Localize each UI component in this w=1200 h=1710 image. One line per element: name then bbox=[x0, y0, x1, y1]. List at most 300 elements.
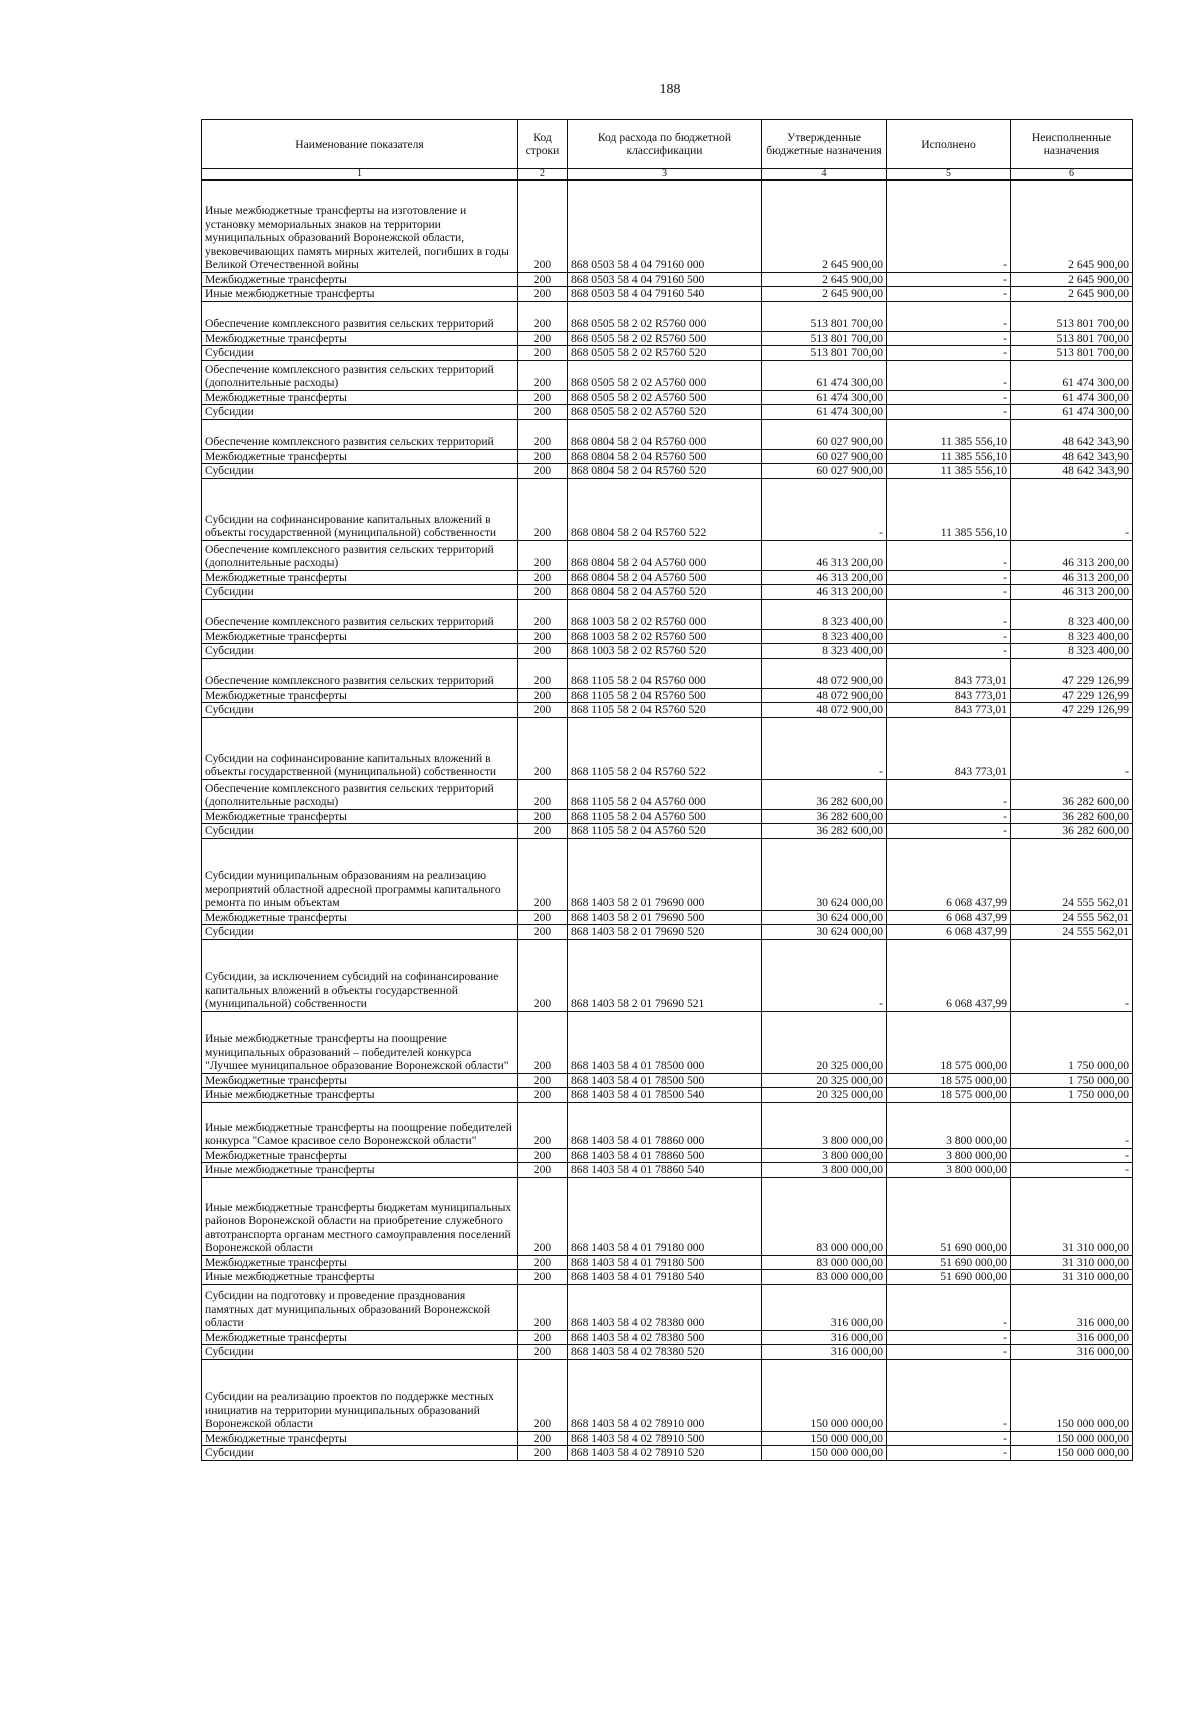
row-classification-code: 868 1403 58 4 02 78380 500 bbox=[568, 1330, 762, 1345]
row-remaining-amount: 513 801 700,00 bbox=[1011, 346, 1133, 361]
row-classification-code: 868 0804 58 2 04 R5760 522 bbox=[568, 478, 762, 540]
row-approved-amount: 36 282 600,00 bbox=[762, 809, 887, 824]
row-indicator-name: Обеспечение комплексного развития сельских территорий (дополнительные расходы) bbox=[202, 360, 518, 390]
row-approved-amount: 316 000,00 bbox=[762, 1330, 887, 1345]
row-remaining-amount: 150 000 000,00 bbox=[1011, 1359, 1133, 1431]
row-approved-amount: 2 645 900,00 bbox=[762, 272, 887, 287]
row-line-code: 200 bbox=[518, 688, 568, 703]
row-approved-amount: 83 000 000,00 bbox=[762, 1177, 887, 1255]
row-remaining-amount: - bbox=[1011, 717, 1133, 779]
table-row bbox=[202, 360, 1133, 390]
row-remaining-amount: 36 282 600,00 bbox=[1011, 809, 1133, 824]
row-indicator-name: Межбюджетные трансферты bbox=[202, 1148, 518, 1163]
row-remaining-amount: 316 000,00 bbox=[1011, 1284, 1133, 1330]
row-indicator-name: Межбюджетные трансферты bbox=[202, 390, 518, 405]
table-row bbox=[202, 405, 1133, 420]
row-classification-code: 868 0503 58 4 04 79160 540 bbox=[568, 287, 762, 302]
row-indicator-name: Иные межбюджетные трансферты bbox=[202, 1163, 518, 1178]
row-approved-amount: 150 000 000,00 bbox=[762, 1446, 887, 1461]
row-line-code: 200 bbox=[518, 703, 568, 718]
row-remaining-amount: 31 310 000,00 bbox=[1011, 1177, 1133, 1255]
table-row bbox=[202, 1359, 1133, 1431]
table-row bbox=[202, 419, 1133, 449]
row-approved-amount: 8 323 400,00 bbox=[762, 599, 887, 629]
row-approved-amount: 61 474 300,00 bbox=[762, 405, 887, 420]
row-remaining-amount: 8 323 400,00 bbox=[1011, 599, 1133, 629]
row-line-code: 200 bbox=[518, 331, 568, 346]
row-remaining-amount: - bbox=[1011, 1163, 1133, 1178]
row-classification-code: 868 0505 58 2 02 R5760 520 bbox=[568, 346, 762, 361]
row-approved-amount: 30 624 000,00 bbox=[762, 925, 887, 940]
row-executed-amount: 11 385 556,10 bbox=[887, 464, 1011, 479]
row-remaining-amount: 48 642 343,90 bbox=[1011, 449, 1133, 464]
row-line-code: 200 bbox=[518, 540, 568, 570]
row-executed-amount: - bbox=[887, 301, 1011, 331]
row-line-code: 200 bbox=[518, 717, 568, 779]
row-executed-amount: - bbox=[887, 287, 1011, 302]
row-approved-amount: 150 000 000,00 bbox=[762, 1431, 887, 1446]
row-classification-code: 868 1403 58 2 01 79690 520 bbox=[568, 925, 762, 940]
row-approved-amount: 83 000 000,00 bbox=[762, 1255, 887, 1270]
row-indicator-name: Межбюджетные трансферты bbox=[202, 1255, 518, 1270]
row-indicator-name: Субсидии на софинансирование капитальных вложений в объекты государственной (муниципальной) собственности bbox=[202, 478, 518, 540]
table-row bbox=[202, 1163, 1133, 1178]
row-classification-code: 868 1105 58 2 04 R5760 522 bbox=[568, 717, 762, 779]
row-remaining-amount: 61 474 300,00 bbox=[1011, 405, 1133, 420]
row-classification-code: 868 1105 58 2 04 A5760 500 bbox=[568, 809, 762, 824]
row-indicator-name: Субсидии, за исключением субсидий на софинансирование капитальных вложений в объекты государственной (муниципальной) собственности bbox=[202, 939, 518, 1011]
row-remaining-amount: 46 313 200,00 bbox=[1011, 570, 1133, 585]
table-row bbox=[202, 1255, 1133, 1270]
row-classification-code: 868 0804 58 2 04 R5760 500 bbox=[568, 449, 762, 464]
row-indicator-name: Межбюджетные трансферты bbox=[202, 629, 518, 644]
row-line-code: 200 bbox=[518, 925, 568, 940]
table-row bbox=[202, 478, 1133, 540]
row-remaining-amount: 8 323 400,00 bbox=[1011, 629, 1133, 644]
row-approved-amount: 46 313 200,00 bbox=[762, 585, 887, 600]
row-executed-amount: 18 575 000,00 bbox=[887, 1073, 1011, 1088]
row-classification-code: 868 1105 58 2 04 A5760 520 bbox=[568, 824, 762, 839]
row-executed-amount: 51 690 000,00 bbox=[887, 1255, 1011, 1270]
row-executed-amount: 3 800 000,00 bbox=[887, 1163, 1011, 1178]
row-line-code: 200 bbox=[518, 585, 568, 600]
row-remaining-amount: - bbox=[1011, 1102, 1133, 1148]
row-classification-code: 868 1403 58 4 02 78910 000 bbox=[568, 1359, 762, 1431]
row-approved-amount: 20 325 000,00 bbox=[762, 1073, 887, 1088]
table-row bbox=[202, 301, 1133, 331]
table-row bbox=[202, 464, 1133, 479]
row-approved-amount: 36 282 600,00 bbox=[762, 779, 887, 809]
row-remaining-amount: - bbox=[1011, 939, 1133, 1011]
budget-execution-table bbox=[201, 119, 1133, 1461]
row-classification-code: 868 1403 58 2 01 79690 521 bbox=[568, 939, 762, 1011]
row-line-code: 200 bbox=[518, 809, 568, 824]
table-row bbox=[202, 1073, 1133, 1088]
row-approved-amount: 48 072 900,00 bbox=[762, 658, 887, 688]
row-remaining-amount: 150 000 000,00 bbox=[1011, 1446, 1133, 1461]
row-line-code: 200 bbox=[518, 287, 568, 302]
row-line-code: 200 bbox=[518, 272, 568, 287]
row-remaining-amount: - bbox=[1011, 1148, 1133, 1163]
table-row bbox=[202, 658, 1133, 688]
table-row bbox=[202, 1330, 1133, 1345]
row-line-code: 200 bbox=[518, 658, 568, 688]
row-indicator-name: Межбюджетные трансферты bbox=[202, 331, 518, 346]
row-remaining-amount: - bbox=[1011, 478, 1133, 540]
row-approved-amount: 150 000 000,00 bbox=[762, 1359, 887, 1431]
row-remaining-amount: 47 229 126,99 bbox=[1011, 703, 1133, 718]
row-approved-amount: 48 072 900,00 bbox=[762, 688, 887, 703]
row-line-code: 200 bbox=[518, 570, 568, 585]
table-row bbox=[202, 644, 1133, 659]
row-indicator-name: Субсидии bbox=[202, 925, 518, 940]
row-executed-amount: 51 690 000,00 bbox=[887, 1270, 1011, 1285]
row-remaining-amount: 2 645 900,00 bbox=[1011, 180, 1133, 272]
row-line-code: 200 bbox=[518, 1330, 568, 1345]
row-indicator-name: Обеспечение комплексного развития сельских территорий bbox=[202, 301, 518, 331]
row-executed-amount: 51 690 000,00 bbox=[887, 1177, 1011, 1255]
row-executed-amount: - bbox=[887, 272, 1011, 287]
column-number: 4 bbox=[762, 169, 887, 181]
row-classification-code: 868 1403 58 4 01 78860 500 bbox=[568, 1148, 762, 1163]
column-number: 1 bbox=[202, 169, 518, 181]
table-row bbox=[202, 390, 1133, 405]
table-row bbox=[202, 331, 1133, 346]
row-remaining-amount: 1 750 000,00 bbox=[1011, 1073, 1133, 1088]
row-line-code: 200 bbox=[518, 1431, 568, 1446]
table-row bbox=[202, 824, 1133, 839]
row-approved-amount: 83 000 000,00 bbox=[762, 1270, 887, 1285]
row-executed-amount: - bbox=[887, 331, 1011, 346]
row-classification-code: 868 0505 58 2 02 A5760 520 bbox=[568, 405, 762, 420]
row-approved-amount: 2 645 900,00 bbox=[762, 287, 887, 302]
row-line-code: 200 bbox=[518, 599, 568, 629]
row-indicator-name: Субсидии bbox=[202, 644, 518, 659]
row-executed-amount: 843 773,01 bbox=[887, 688, 1011, 703]
table-row bbox=[202, 1102, 1133, 1148]
table-row bbox=[202, 1177, 1133, 1255]
column-number: 3 bbox=[568, 169, 762, 181]
table-row bbox=[202, 809, 1133, 824]
row-classification-code: 868 1403 58 4 02 78380 000 bbox=[568, 1284, 762, 1330]
row-line-code: 200 bbox=[518, 405, 568, 420]
header-executed: Исполнено bbox=[887, 120, 1011, 169]
row-classification-code: 868 0503 58 4 04 79160 500 bbox=[568, 272, 762, 287]
row-line-code: 200 bbox=[518, 1011, 568, 1073]
row-classification-code: 868 0804 58 2 04 R5760 000 bbox=[568, 419, 762, 449]
row-executed-amount: 11 385 556,10 bbox=[887, 419, 1011, 449]
row-executed-amount: - bbox=[887, 599, 1011, 629]
row-indicator-name: Субсидии на софинансирование капитальных вложений в объекты государственной (муниципальной) собственности bbox=[202, 717, 518, 779]
row-indicator-name: Иные межбюджетные трансферты на изготовление и установку мемориальных знаков на территории муниципальных образований Воронежской области, увековечивающих память мирных жителей, погибших в годы Великой Отечественной войны bbox=[202, 180, 518, 272]
row-executed-amount: 3 800 000,00 bbox=[887, 1148, 1011, 1163]
row-line-code: 200 bbox=[518, 419, 568, 449]
row-indicator-name: Обеспечение комплексного развития сельских территорий (дополнительные расходы) bbox=[202, 779, 518, 809]
row-line-code: 200 bbox=[518, 1177, 568, 1255]
row-indicator-name: Иные межбюджетные трансферты bbox=[202, 1270, 518, 1285]
row-approved-amount: - bbox=[762, 939, 887, 1011]
row-remaining-amount: 47 229 126,99 bbox=[1011, 658, 1133, 688]
row-executed-amount: 18 575 000,00 bbox=[887, 1088, 1011, 1103]
table-row bbox=[202, 939, 1133, 1011]
row-approved-amount: 60 027 900,00 bbox=[762, 449, 887, 464]
row-line-code: 200 bbox=[518, 346, 568, 361]
row-indicator-name: Субсидии bbox=[202, 585, 518, 600]
row-classification-code: 868 1403 58 2 01 79690 500 bbox=[568, 910, 762, 925]
row-indicator-name: Межбюджетные трансферты bbox=[202, 1431, 518, 1446]
row-line-code: 200 bbox=[518, 449, 568, 464]
row-approved-amount: 513 801 700,00 bbox=[762, 346, 887, 361]
row-indicator-name: Субсидии на реализацию проектов по поддержке местных инициатив на территории муниципальных образований Воронежской области bbox=[202, 1359, 518, 1431]
row-remaining-amount: 2 645 900,00 bbox=[1011, 272, 1133, 287]
row-indicator-name: Субсидии bbox=[202, 405, 518, 420]
table-row bbox=[202, 1431, 1133, 1446]
row-line-code: 200 bbox=[518, 1102, 568, 1148]
row-executed-amount: - bbox=[887, 824, 1011, 839]
row-executed-amount: - bbox=[887, 779, 1011, 809]
row-classification-code: 868 1105 58 2 04 R5760 000 bbox=[568, 658, 762, 688]
row-remaining-amount: 48 642 343,90 bbox=[1011, 419, 1133, 449]
row-executed-amount: - bbox=[887, 585, 1011, 600]
table-row bbox=[202, 585, 1133, 600]
row-classification-code: 868 1403 58 4 02 78910 500 bbox=[568, 1431, 762, 1446]
row-indicator-name: Субсидии муниципальным образованиям на реализацию мероприятий областной адресной программы капитального ремонта по иным объектам bbox=[202, 838, 518, 910]
row-line-code: 200 bbox=[518, 644, 568, 659]
row-line-code: 200 bbox=[518, 180, 568, 272]
row-remaining-amount: 150 000 000,00 bbox=[1011, 1431, 1133, 1446]
row-indicator-name: Обеспечение комплексного развития сельских территорий (дополнительные расходы) bbox=[202, 540, 518, 570]
row-classification-code: 868 0505 58 2 02 A5760 000 bbox=[568, 360, 762, 390]
row-line-code: 200 bbox=[518, 1446, 568, 1461]
row-line-code: 200 bbox=[518, 779, 568, 809]
row-indicator-name: Обеспечение комплексного развития сельских территорий bbox=[202, 599, 518, 629]
row-approved-amount: 36 282 600,00 bbox=[762, 824, 887, 839]
row-approved-amount: 513 801 700,00 bbox=[762, 331, 887, 346]
row-remaining-amount: 46 313 200,00 bbox=[1011, 540, 1133, 570]
table-row bbox=[202, 838, 1133, 910]
row-indicator-name: Иные межбюджетные трансферты bbox=[202, 287, 518, 302]
row-line-code: 200 bbox=[518, 478, 568, 540]
table-row bbox=[202, 287, 1133, 302]
row-executed-amount: - bbox=[887, 405, 1011, 420]
row-classification-code: 868 0804 58 2 04 A5760 520 bbox=[568, 585, 762, 600]
row-indicator-name: Межбюджетные трансферты bbox=[202, 570, 518, 585]
row-indicator-name: Субсидии bbox=[202, 464, 518, 479]
row-executed-amount: - bbox=[887, 1345, 1011, 1360]
row-classification-code: 868 1403 58 4 01 79180 500 bbox=[568, 1255, 762, 1270]
row-classification-code: 868 1403 58 2 01 79690 000 bbox=[568, 838, 762, 910]
row-remaining-amount: 2 645 900,00 bbox=[1011, 287, 1133, 302]
row-executed-amount: 843 773,01 bbox=[887, 658, 1011, 688]
row-line-code: 200 bbox=[518, 1148, 568, 1163]
row-executed-amount: - bbox=[887, 1330, 1011, 1345]
row-line-code: 200 bbox=[518, 1073, 568, 1088]
row-approved-amount: 61 474 300,00 bbox=[762, 360, 887, 390]
row-executed-amount: 843 773,01 bbox=[887, 703, 1011, 718]
table-row bbox=[202, 570, 1133, 585]
table-row bbox=[202, 180, 1133, 272]
row-executed-amount: - bbox=[887, 360, 1011, 390]
table-row bbox=[202, 272, 1133, 287]
row-indicator-name: Межбюджетные трансферты bbox=[202, 1330, 518, 1345]
row-remaining-amount: 24 555 562,01 bbox=[1011, 910, 1133, 925]
table-row bbox=[202, 925, 1133, 940]
table-row bbox=[202, 346, 1133, 361]
header-row bbox=[202, 120, 1133, 169]
row-line-code: 200 bbox=[518, 838, 568, 910]
row-approved-amount: 48 072 900,00 bbox=[762, 703, 887, 718]
row-indicator-name: Обеспечение комплексного развития сельских территорий bbox=[202, 658, 518, 688]
row-remaining-amount: 1 750 000,00 bbox=[1011, 1011, 1133, 1073]
header-approved: Утвержденные бюджетные назначения bbox=[762, 120, 887, 169]
row-approved-amount: 2 645 900,00 bbox=[762, 180, 887, 272]
header-remaining: Неисполненные назначения bbox=[1011, 120, 1133, 169]
table-row bbox=[202, 1148, 1133, 1163]
table-row bbox=[202, 688, 1133, 703]
row-remaining-amount: 513 801 700,00 bbox=[1011, 331, 1133, 346]
row-line-code: 200 bbox=[518, 629, 568, 644]
table-row bbox=[202, 1345, 1133, 1360]
row-classification-code: 868 1105 58 2 04 A5760 000 bbox=[568, 779, 762, 809]
row-classification-code: 868 0804 58 2 04 R5760 520 bbox=[568, 464, 762, 479]
row-line-code: 200 bbox=[518, 464, 568, 479]
row-approved-amount: 3 800 000,00 bbox=[762, 1102, 887, 1148]
row-remaining-amount: 316 000,00 bbox=[1011, 1345, 1133, 1360]
table-row bbox=[202, 1270, 1133, 1285]
row-line-code: 200 bbox=[518, 360, 568, 390]
row-indicator-name: Иные межбюджетные трансферты на поощрение муниципальных образований – победителей конкурса "Лучшее муниципальное образование Воронежской области" bbox=[202, 1011, 518, 1073]
row-remaining-amount: 316 000,00 bbox=[1011, 1330, 1133, 1345]
row-indicator-name: Межбюджетные трансферты bbox=[202, 910, 518, 925]
row-classification-code: 868 1105 58 2 04 R5760 520 bbox=[568, 703, 762, 718]
row-indicator-name: Межбюджетные трансферты bbox=[202, 809, 518, 824]
header-indicator-name: Наименование показателя bbox=[202, 120, 518, 169]
row-executed-amount: 18 575 000,00 bbox=[887, 1011, 1011, 1073]
table-row bbox=[202, 449, 1133, 464]
row-line-code: 200 bbox=[518, 824, 568, 839]
row-executed-amount: - bbox=[887, 1446, 1011, 1461]
table-row bbox=[202, 1446, 1133, 1461]
row-classification-code: 868 1403 58 4 02 78380 520 bbox=[568, 1345, 762, 1360]
page-number: 188 bbox=[659, 82, 681, 97]
table-row bbox=[202, 1011, 1133, 1073]
row-remaining-amount: 31 310 000,00 bbox=[1011, 1270, 1133, 1285]
row-approved-amount: 3 800 000,00 bbox=[762, 1148, 887, 1163]
row-remaining-amount: 61 474 300,00 bbox=[1011, 390, 1133, 405]
row-classification-code: 868 0505 58 2 02 R5760 000 bbox=[568, 301, 762, 331]
row-indicator-name: Субсидии bbox=[202, 346, 518, 361]
row-classification-code: 868 1003 58 2 02 R5760 000 bbox=[568, 599, 762, 629]
row-approved-amount: - bbox=[762, 717, 887, 779]
row-approved-amount: 8 323 400,00 bbox=[762, 629, 887, 644]
row-line-code: 200 bbox=[518, 390, 568, 405]
row-approved-amount: 513 801 700,00 bbox=[762, 301, 887, 331]
row-classification-code: 868 0804 58 2 04 A5760 000 bbox=[568, 540, 762, 570]
row-line-code: 200 bbox=[518, 1088, 568, 1103]
row-remaining-amount: 513 801 700,00 bbox=[1011, 301, 1133, 331]
row-indicator-name: Субсидии на подготовку и проведение празднования памятных дат муниципальных образований Воронежской области bbox=[202, 1284, 518, 1330]
table-row bbox=[202, 1088, 1133, 1103]
table-row bbox=[202, 779, 1133, 809]
table-row bbox=[202, 1284, 1133, 1330]
row-indicator-name: Иные межбюджетные трансферты бюджетам муниципальных районов Воронежской области на приобретение служебного автотранспорта органам местного самоуправления поселений Воронежской области bbox=[202, 1177, 518, 1255]
row-line-code: 200 bbox=[518, 1270, 568, 1285]
row-line-code: 200 bbox=[518, 301, 568, 331]
row-classification-code: 868 1403 58 4 01 78500 500 bbox=[568, 1073, 762, 1088]
row-remaining-amount: 31 310 000,00 bbox=[1011, 1255, 1133, 1270]
row-indicator-name: Субсидии bbox=[202, 1446, 518, 1461]
column-number: 5 bbox=[887, 169, 1011, 181]
row-approved-amount: 8 323 400,00 bbox=[762, 644, 887, 659]
row-approved-amount: 61 474 300,00 bbox=[762, 390, 887, 405]
row-classification-code: 868 1403 58 4 01 79180 000 bbox=[568, 1177, 762, 1255]
row-classification-code: 868 1403 58 4 02 78910 520 bbox=[568, 1446, 762, 1461]
row-line-code: 200 bbox=[518, 939, 568, 1011]
row-indicator-name: Межбюджетные трансферты bbox=[202, 272, 518, 287]
row-executed-amount: - bbox=[887, 1359, 1011, 1431]
column-number: 6 bbox=[1011, 169, 1133, 181]
row-classification-code: 868 0505 58 2 02 A5760 500 bbox=[568, 390, 762, 405]
row-executed-amount: - bbox=[887, 1284, 1011, 1330]
table-row bbox=[202, 910, 1133, 925]
row-remaining-amount: 61 474 300,00 bbox=[1011, 360, 1133, 390]
table-body bbox=[202, 180, 1133, 1460]
row-approved-amount: - bbox=[762, 478, 887, 540]
row-indicator-name: Иные межбюджетные трансферты на поощрение победителей конкурса "Самое красивое село Воронежской области" bbox=[202, 1102, 518, 1148]
row-approved-amount: 20 325 000,00 bbox=[762, 1088, 887, 1103]
row-classification-code: 868 1003 58 2 02 R5760 520 bbox=[568, 644, 762, 659]
row-classification-code: 868 1403 58 4 01 78500 540 bbox=[568, 1088, 762, 1103]
row-classification-code: 868 1403 58 4 01 78860 000 bbox=[568, 1102, 762, 1148]
table-row bbox=[202, 540, 1133, 570]
row-indicator-name: Субсидии bbox=[202, 1345, 518, 1360]
row-executed-amount: - bbox=[887, 180, 1011, 272]
row-approved-amount: 46 313 200,00 bbox=[762, 540, 887, 570]
row-remaining-amount: 36 282 600,00 bbox=[1011, 824, 1133, 839]
row-indicator-name: Обеспечение комплексного развития сельских территорий bbox=[202, 419, 518, 449]
row-executed-amount: - bbox=[887, 540, 1011, 570]
row-remaining-amount: 24 555 562,01 bbox=[1011, 925, 1133, 940]
row-line-code: 200 bbox=[518, 1359, 568, 1431]
header-classification-code: Код расхода по бюджетной классификации bbox=[568, 120, 762, 169]
row-executed-amount: - bbox=[887, 809, 1011, 824]
row-executed-amount: 843 773,01 bbox=[887, 717, 1011, 779]
row-indicator-name: Межбюджетные трансферты bbox=[202, 1073, 518, 1088]
row-remaining-amount: 46 313 200,00 bbox=[1011, 585, 1133, 600]
row-executed-amount: - bbox=[887, 644, 1011, 659]
row-remaining-amount: 47 229 126,99 bbox=[1011, 688, 1133, 703]
row-classification-code: 868 1403 58 4 01 78500 000 bbox=[568, 1011, 762, 1073]
table-row bbox=[202, 629, 1133, 644]
row-approved-amount: 30 624 000,00 bbox=[762, 838, 887, 910]
row-executed-amount: 11 385 556,10 bbox=[887, 478, 1011, 540]
row-remaining-amount: 24 555 562,01 bbox=[1011, 838, 1133, 910]
row-executed-amount: 11 385 556,10 bbox=[887, 449, 1011, 464]
row-line-code: 200 bbox=[518, 910, 568, 925]
row-approved-amount: 60 027 900,00 bbox=[762, 419, 887, 449]
row-executed-amount: 6 068 437,99 bbox=[887, 939, 1011, 1011]
row-executed-amount: - bbox=[887, 390, 1011, 405]
header-row-code: Код строки bbox=[518, 120, 568, 169]
row-line-code: 200 bbox=[518, 1255, 568, 1270]
row-classification-code: 868 1003 58 2 02 R5760 500 bbox=[568, 629, 762, 644]
row-approved-amount: 316 000,00 bbox=[762, 1284, 887, 1330]
row-line-code: 200 bbox=[518, 1284, 568, 1330]
row-approved-amount: 46 313 200,00 bbox=[762, 570, 887, 585]
row-executed-amount: 6 068 437,99 bbox=[887, 838, 1011, 910]
row-executed-amount: - bbox=[887, 570, 1011, 585]
row-classification-code: 868 1105 58 2 04 R5760 500 bbox=[568, 688, 762, 703]
